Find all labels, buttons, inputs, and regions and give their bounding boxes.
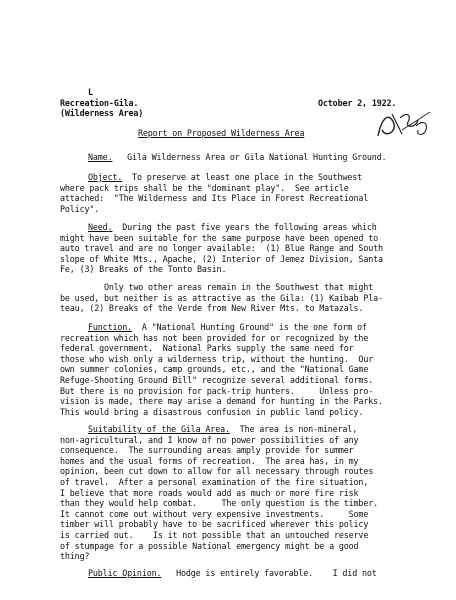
section-text: timber will probably have to be sacrificed wherever this policy <box>60 519 369 530</box>
section-function <box>60 322 432 417</box>
section-text: A "National Hunting Ground" is the one form of <box>141 322 367 332</box>
document-date: October 2, 1922. <box>318 98 397 108</box>
section-heading-suitability: Suitability of the Gila Area. <box>88 424 230 434</box>
section-text: teau, (2) Breaks of the Verde from New River Mts. to Matazals. <box>60 303 364 314</box>
section-text: Fe, (3) Breaks of the Tonto Basin. <box>60 264 227 275</box>
section-text: than they would help combat. The only question is the timber. <box>60 498 378 509</box>
section-text: attached: "The Wilderness and Its Place in Forest Recreational <box>60 193 369 204</box>
section-text: own summer colonies, camp grounds, etc., and the "National Game <box>60 364 369 375</box>
section-text: homes and the usual forms of recreation. The area has, in my <box>60 455 359 466</box>
section-text: During the past five years the following areas which <box>122 222 377 232</box>
section-text: be used, but neither is as attractive as the Gila: (1) Kaibab Pla- <box>60 292 383 303</box>
section-text: Policy". <box>60 203 100 214</box>
section-heading-public-opinion: Public Opinion. <box>88 568 162 578</box>
section-text: I believe that more roads would add as much or more fire risk <box>60 487 359 498</box>
section-heading-object: Object. <box>88 172 123 182</box>
handwritten-initials-mark <box>372 106 436 142</box>
section-text: of travel. After a personal examination of the fire situation, <box>60 476 369 487</box>
section-text: might have been suitable for the same purpose have been opened to <box>60 232 378 243</box>
section-text: Hodge is entirely favorable. I did not <box>176 568 377 578</box>
section-suitability <box>60 424 432 562</box>
section-object <box>60 172 432 214</box>
section-text: The area is non-mineral, <box>239 424 358 434</box>
section-text: federal government. National Parks supply the same need for <box>60 343 354 354</box>
section-text: is carried out. Is it not possible that an untouched reserve <box>60 529 369 540</box>
section-heading-need: Need. <box>88 222 113 232</box>
section-name <box>60 152 432 163</box>
section-text: thing? <box>60 551 90 562</box>
section-text: vision is made, there may arise a demand for hunting in the Parks. <box>60 396 383 407</box>
section-text: those who wish only a wilderness trip, without the hunting. Our <box>60 353 374 364</box>
section-public-opinion <box>60 568 432 579</box>
section-heading-name: Name. <box>88 152 113 162</box>
section-text: where pack trips shall be the "dominant play". See article <box>60 182 349 193</box>
section-text: This would bring a disastrous confusion in public land policy. <box>60 406 364 417</box>
file-subject-subtitle: (Wilderness Area) <box>60 108 144 118</box>
section-text: It cannot come out without very expensive investments. Some <box>60 508 369 519</box>
section-text: auto travel and are no longer available: (1) Blue Range and South <box>60 243 383 254</box>
section-text: non-agricultural, and I know of no power possibilities of any <box>60 434 359 445</box>
section-text: recreation which has not been provided for or recognized by the <box>60 332 369 343</box>
section-heading-function: Function. <box>88 322 133 332</box>
section-text: Gila Wilderness Area or Gila National Hunting Ground. <box>127 152 387 162</box>
section-text: Refuge-Shooting Ground Bill" recognize several additional forms. <box>60 374 374 385</box>
section-need <box>60 222 432 275</box>
section-text: But there is no provision for pack-trip hunters. Unless pro- <box>60 385 374 396</box>
section-text: consequence. The surrounding areas amply provide for summer <box>60 445 354 456</box>
section-text: slope of White Mts., Apache, (2) Interior of Jemez Division, Santa <box>60 253 383 264</box>
report-title: Report on Proposed Wilderness Area <box>138 128 305 138</box>
section-need-continuation <box>60 282 432 314</box>
section-text: of stumpage for a possible National emergency might be a good <box>60 540 359 551</box>
section-text: To preserve at least one place in the Southwest <box>132 172 362 182</box>
file-letter: L <box>88 87 93 97</box>
section-text: opinion, been cut down to allow for all necessary through routes <box>60 466 374 477</box>
file-subject: Recreation-Gila. <box>60 98 139 108</box>
section-text: Only two other areas remain in the Southwest that might <box>104 282 374 292</box>
